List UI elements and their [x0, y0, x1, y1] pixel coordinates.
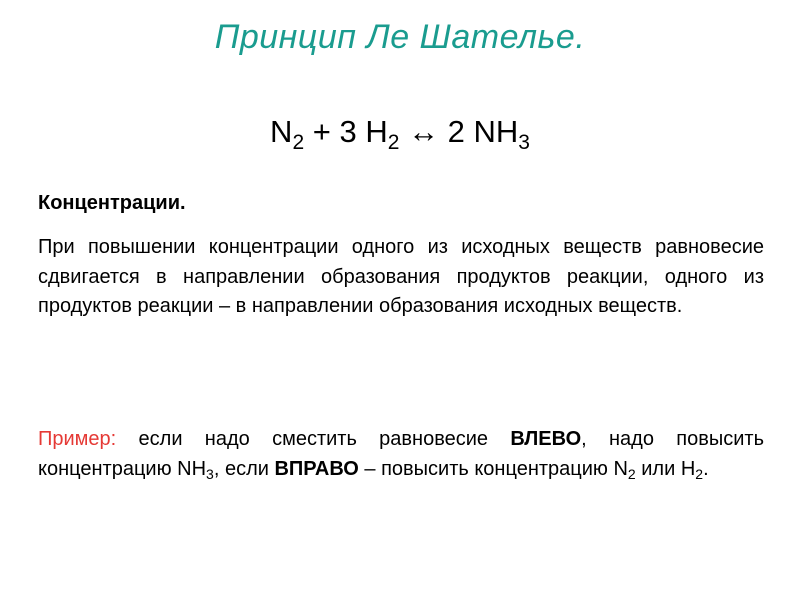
example-text-1: если надо сместить равновесие: [116, 428, 511, 450]
equation-h: H: [365, 114, 388, 149]
slide-title: Принцип Ле Шателье.: [214, 18, 586, 56]
example-label: Пример:: [38, 428, 117, 450]
example-sub-3: 2: [695, 465, 704, 482]
chemical-equation: [0, 112, 800, 152]
example-sub-2: 2: [627, 465, 636, 482]
example-text-5: или H: [635, 457, 696, 480]
equation-nh: NH: [473, 114, 519, 149]
equation-arrow: ↔: [399, 114, 448, 149]
section-heading: Концентрации.: [38, 192, 186, 214]
equation-two: 2: [447, 114, 474, 149]
example-text-3: , если: [213, 457, 275, 480]
example-text-2: , надо повысить концентрацию NH: [38, 428, 764, 480]
paragraph-rule: При повышении концентрации одного из исходных веществ равновесие сдвигается в направлении образования продуктов реакции, одного из продуктов реакции – в направлении образования исходных веществ.: [38, 236, 764, 317]
equation-n-subscript: 2: [292, 131, 305, 154]
paragraph-example: [38, 425, 764, 484]
example-sub-1: 3: [206, 465, 214, 482]
equation-plus-three: + 3: [304, 114, 366, 149]
equation-n: N: [270, 114, 293, 149]
example-text-4: – повысить концентрацию N: [358, 457, 628, 480]
example-right-word: ВПРАВО: [274, 457, 359, 480]
example-text-6: .: [703, 457, 709, 480]
equation-nh-subscript: 3: [518, 131, 530, 154]
example-left-word: ВЛЕВО: [510, 428, 582, 450]
equation-h-subscript: 2: [387, 131, 400, 154]
